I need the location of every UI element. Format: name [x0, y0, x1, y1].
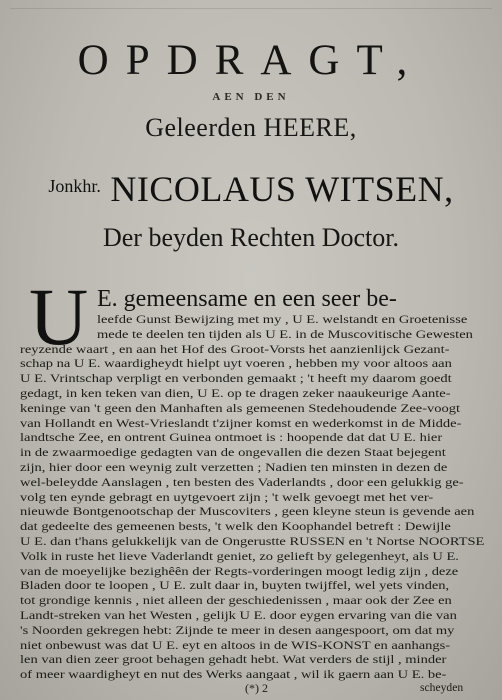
- body-line: reyzende waart , en aan het Hof des Groot-Vorsts het aanzienlijck Gezant-: [20, 342, 450, 356]
- page-title: OPDRAGT,: [77, 37, 425, 84]
- body-line: tot grondige kennis , niet alleen der geschiedenissen , maar ook der Zee en: [20, 594, 452, 608]
- body-line: nieuwde Bontgenootschap der Muscoviters , geen kleyne steun is gevende aen: [20, 505, 475, 519]
- body-line: dat gedeelte des gemeenen bests, 't welk den Koophandel betreft : Dewijle: [20, 520, 451, 534]
- catchword: scheyden: [420, 681, 464, 694]
- body-line: volg ten eynde gebragt en uytgevoert zijn ; 't welk gevoegt met het ver-: [20, 490, 434, 504]
- body-line: Volk in ruste het lieve Vaderlandt geniet, zo gelieft by gelegenheyt, als U E.: [20, 549, 459, 563]
- body-line: gedagt, in ken teken van dien, U E. op te dragen zeker naaukeurige Aante-: [20, 387, 451, 400]
- body-line: van de moeyelijke bezighêên der Regts-vorderingen moogt ledig zijn , deze: [20, 564, 459, 578]
- body-line: of meer waardigheyt en nut des Werks aangaat , wil ik gaern aan U E. be-: [20, 668, 447, 682]
- body-line: 's Noorden gekregen hebt: Zijnde te meer in desen aangespoort, om dat my: [20, 623, 455, 637]
- first-body-line: E. gemeensame en een seer be-: [97, 286, 397, 312]
- body-line: leefde Gunst Bewijzing met my , U E. welstandt en Groetenisse: [97, 313, 468, 326]
- body-line: in de zwaarmoedige gedagten van de ongevallen die dezen Staat bejegent: [20, 446, 446, 460]
- drop-cap: U: [29, 271, 89, 362]
- body-line: U E. dan t'hans gelukkelijk van de Ongerustte RUSSEN en 't Nortse NOORTSE: [20, 535, 485, 548]
- degree-line: Der beyden Rechten Doctor.: [102, 223, 399, 252]
- jonkheer-abbreviation: Jonkhr.: [48, 176, 101, 196]
- body-line: landtsche Zee, en ontrent Guinea ontmoet is : hoopende dat dat U E. hier: [20, 431, 443, 445]
- dedicatee-name: NICOLAUS WITSEN,: [110, 169, 454, 209]
- signature-mark: (*) 2: [245, 681, 268, 695]
- body-line: Bladen door te loopen , U E. zult daar in, buyten twijffel, wel yets vinden,: [20, 579, 450, 593]
- aen-den-line: AEN DEN: [212, 91, 290, 103]
- body-line: keninge van 't geen den Manhaften als gemeenen Stedehoudende Zee-voogt: [20, 401, 461, 415]
- body-line: wel-beleydde Aanslagen , ten besten des Vaderlandts , door een gelukkig ge-: [20, 475, 464, 489]
- body-line: U E. Vrintschap verpligt en verbonden gemaakt ; 't heeft my daarom goedt: [20, 372, 452, 386]
- body-line: van Hollandt en West-Vrieslandt t'zijner komst en wederkomst in de Midde-: [20, 416, 462, 430]
- body-line: Landt-streken van het Westen , gelijk U E. door eygen ervaring van die van: [20, 609, 457, 622]
- dedicatee-name-line: [0, 168, 502, 210]
- geleerden-heere-line: Geleerden HEERE,: [145, 113, 357, 142]
- body-line: zijn, hier door een weynig zult verzetten ; Nadien ten minsten in dezen de: [20, 461, 448, 474]
- body-line: niet onbewust was dat U E. eyt en altoos in de WIS-KONST en aanhangs-: [20, 638, 451, 652]
- body-line: schap na U E. waardigheydt hielpt uyt voeren , hebben my voor altoos aan: [20, 357, 452, 371]
- bleed-through-text: [10, 8, 492, 25]
- body-line: len van dien zeer groot behagen gehadt hebt. Wat verders de stijl , minder: [20, 653, 447, 667]
- body-line: mede te deelen ten tijden als U E. in de Muscovitische Gewesten: [97, 327, 473, 341]
